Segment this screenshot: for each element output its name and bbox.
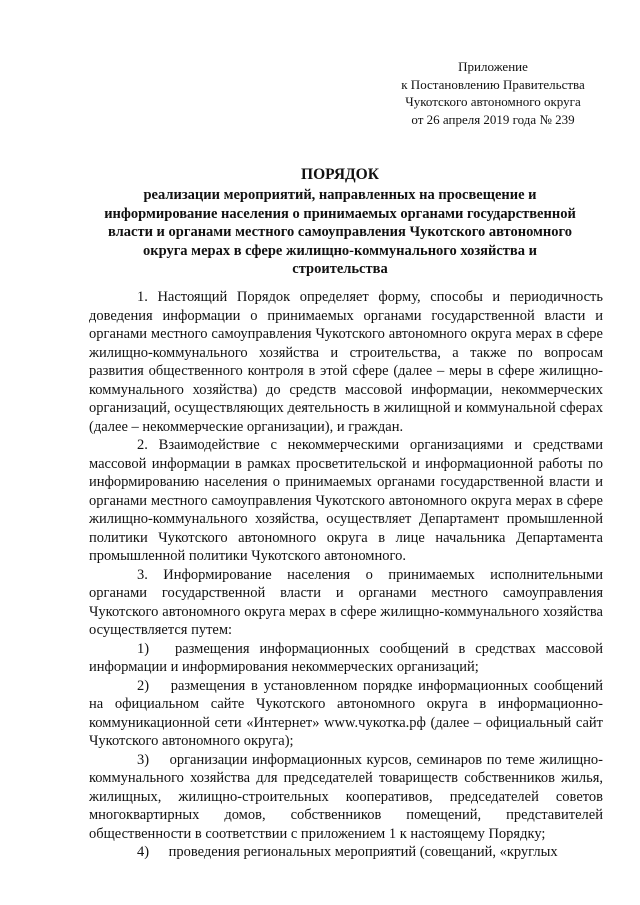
- appendix-header: [388, 58, 598, 128]
- document-subtitle: [80, 186, 600, 279]
- subtitle-line-2: информирование населения о принимаемых органами государственной: [104, 205, 576, 222]
- paragraph-3: 3. Информирование населения о принимаемых исполнительными органами государственной власти и органами местного самоуправления Чукотского автономного округа мерах в сфере жилищно-коммунального хозяйства осуществляется путем:: [89, 566, 603, 638]
- subtitle-line-4: округа мерах в сфере жилищно-коммунального хозяйства и: [143, 242, 537, 259]
- paragraph-2: 2. Взаимодействие с некоммерческими организациями и средствами массовой информации в рамках просветительской и информационной работы по информированию населения о принимаемых органами государственной власти и органами местного самоуправления Чукотского автономного округа мерах в сфере жилищно-коммунального хозяйства, осуществляет Департамент промышленной политики Чукотского автономного округа в лице начальника Департамента промышленной политики Чукотского автономного.: [89, 437, 603, 564]
- list-item-text: организации информационных курсов, семинаров по теме жилищно-коммунального хозяйства для председателей товариществ собственников жилья, жилищных, жилищно-строительных кооперативов, председателей советов многоквартирных домов, собственников помещений, представителей общественности в соответствии с приложением 1 к настоящему Порядку;: [89, 751, 604, 842]
- list-item-number: 2): [137, 677, 150, 694]
- list-item: [89, 751, 603, 844]
- list-item-text: проведения региональных мероприятий (совещаний, «круглых: [168, 844, 558, 860]
- document-title: ПОРЯДОК: [301, 166, 379, 183]
- list-item: [89, 843, 603, 862]
- paragraph-1: 1. Настоящий Порядок определяет форму, способы и периодичность доведения информации о принимаемых органами государственной власти и органами местного самоуправления Чукотского автономного округа мерах в сфере жилищно-коммунального хозяйства и строительства, а также по вопросам развития общественного контроля в этой сфере (далее – меры в сфере жилищно-коммунального хозяйства) до средств массовой информации, некоммерческих организаций, осуществляющих деятельность в жилищной и коммунальной сферах (далее – некоммерческие организации), и граждан.: [89, 289, 603, 435]
- document-title-block: [80, 165, 600, 279]
- list-item-text: размещения информационных сообщений в средствах массовой информации и информирования некоммерческих организаций;: [89, 640, 604, 675]
- appendix-line-1: Приложение: [458, 59, 528, 74]
- appendix-line-4: от 26 апреля 2019 года № 239: [411, 111, 575, 127]
- subtitle-line-3: власти и органами местного самоуправления Чукотского автономного: [108, 224, 572, 241]
- subtitle-line-5: строительства: [292, 261, 388, 278]
- list-item-number: 1): [137, 640, 150, 657]
- appendix-line-2: к Постановлению Правительства: [401, 76, 585, 92]
- list-item-text: размещения в установленном порядке информационных сообщений на официальном сайте Чукотского автономного округа в информационно-коммуникационной сети «Интернет» www.чукотка.рф (далее – официальный сайт Чукотского автономного округа);: [89, 677, 603, 749]
- list-item: [89, 677, 603, 751]
- list-item-number: 3): [137, 751, 150, 768]
- appendix-line-3: Чукотского автономного округа: [405, 94, 581, 109]
- list-item-number: 4): [137, 844, 150, 860]
- document-body: [89, 288, 603, 862]
- subtitle-line-1: реализации мероприятий, направленных на просвещение и: [143, 187, 537, 203]
- list-item: [89, 640, 603, 677]
